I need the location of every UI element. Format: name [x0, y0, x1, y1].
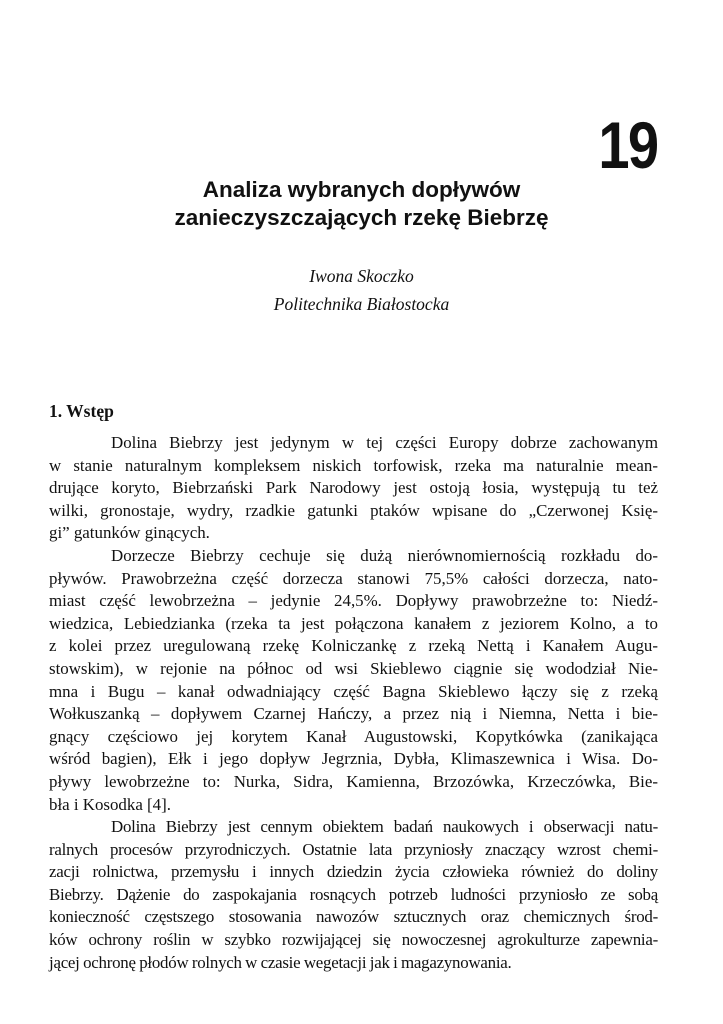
- title-line: zanieczyszczających rzekę Biebrzę: [174, 205, 549, 230]
- paragraph-1: [49, 432, 658, 545]
- paper-title: [0, 176, 723, 232]
- text-line: pływów. Prawobrzeżna część dorzecza stanowi 75,5% całości dorzecza, nato-: [49, 568, 658, 588]
- author-affiliation: Politechnika Białostocka: [273, 294, 450, 314]
- text-line: wilki, gronostaje, wydry, rzadkie gatunki ptaków wpisane do „Czerwonej Księ-: [49, 500, 658, 520]
- text-line: Biebrzy. Dążenie do zaspokajania rosnących potrzeb ludności przyniosło ze sobą: [49, 884, 658, 904]
- text-line: bła i Kosodka [4].: [49, 794, 171, 814]
- text-line: gnący częściowo jej korytem Kanał Augustowski, Kopytkówka (zanikająca: [49, 726, 658, 746]
- text-line: ków ochrony roślin w szybko rozwijającej się nowoczesnej agrokulturze zapewnia-: [49, 930, 658, 950]
- paragraph-2: [49, 545, 658, 816]
- author-block: [0, 262, 723, 318]
- text-line: Wołkuszanką – dopływem Czarnej Hańczy, a przez nią i Niemna, Netta i bie-: [49, 704, 658, 724]
- chapter-number: 19: [597, 108, 657, 182]
- text-line: wśród bagien), Ełk i jego dopływ Jegrznia, Dybła, Klimaszewnica i Wisa. Do-: [49, 749, 658, 769]
- text-line: Dolina Biebrzy jest cennym obiektem badań naukowych i obserwacji natu-: [111, 817, 658, 837]
- text-line: drujące koryto, Biebrzański Park Narodowy jest ostoją łosia, występują tu też: [49, 478, 658, 498]
- section-heading: 1. Wstęp: [49, 401, 114, 421]
- author-name: Iwona Skoczko: [309, 266, 414, 286]
- text-line: stowskim), w rejonie na północ od wsi Skieblewo ciągnie się wododział Nie-: [49, 658, 658, 678]
- text-line: pływy lewobrzeżne to: Nurka, Sidra, Kamienna, Brzozówka, Krzeczówka, Bie-: [49, 771, 658, 791]
- text-line: jącej ochronę płodów rolnych w czasie wegetacji jak i magazynowania.: [49, 952, 512, 972]
- text-line: gi” gatunków ginących.: [49, 523, 210, 543]
- text-line: mna i Bugu – kanał odwadniający część Bagna Skieblewo łączy się z rzeką: [49, 681, 658, 701]
- text-line: zacji rolnictwa, przemysłu i innych dziedzin życia człowieka również do doliny: [49, 862, 658, 882]
- text-line: Dorzecze Biebrzy cechuje się dużą nierównomiernością rozkładu do-: [111, 545, 658, 565]
- body-text: [49, 432, 658, 974]
- text-line: miast część lewobrzeżna – jedynie 24,5%. Dopływy prawobrzeżne to: Niedź-: [49, 591, 658, 611]
- text-line: z kolei przez uregulowaną rzekę Kolniczankę z rzeką Nettą i Kanałem Augu-: [49, 636, 658, 656]
- text-line: konieczność częstszego stosowania nawozów sztucznych oraz chemicznych środ-: [49, 907, 658, 927]
- paragraph-3: [49, 816, 658, 974]
- text-line: ralnych procesów przyrodniczych. Ostatnie lata przyniosły znaczący wzrost chemi-: [49, 839, 658, 859]
- text-line: wiedzica, Lebiedzianka (rzeka ta jest połączona kanałem z jeziorem Kolno, a to: [49, 613, 658, 633]
- title-line: Analiza wybranych dopływów: [202, 177, 521, 202]
- text-line: Dolina Biebrzy jest jedynym w tej części Europy dobrze zachowanym: [111, 433, 658, 452]
- text-line: w stanie naturalnym kompleksem niskich torfowisk, rzeka ma naturalnie mean-: [49, 455, 658, 475]
